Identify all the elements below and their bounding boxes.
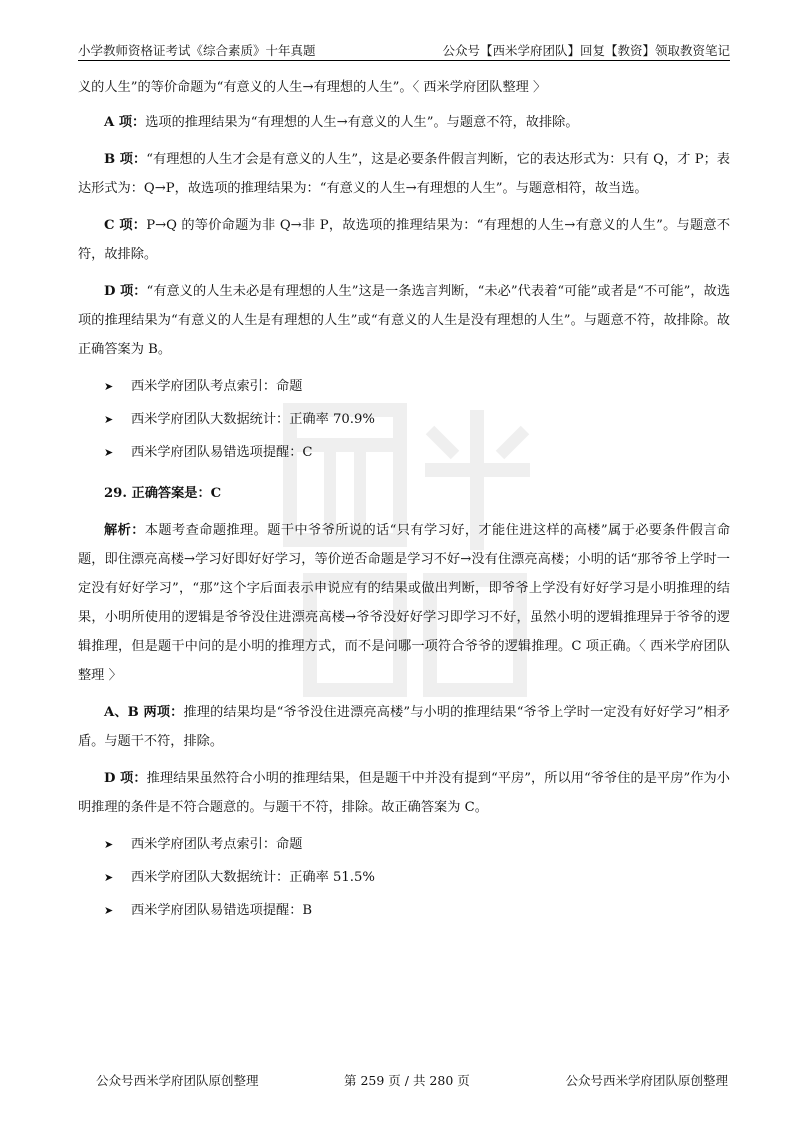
option-ab-label: A、B 两项： (104, 705, 184, 720)
bullet-text: 西米学府团队大数据统计：正确率 70.9% (131, 412, 375, 427)
q29-bullet-list (78, 830, 730, 929)
page-content (78, 73, 730, 937)
list-item (78, 830, 730, 863)
arrowhead-bullet-icon: ➤ (104, 380, 114, 393)
footer-right: 公众号西米学府团队原创整理 (565, 1073, 728, 1088)
footer-left: 公众号西米学府团队原创整理 (96, 1073, 259, 1088)
option-a-text: 选项的推理结果为“有理想的人生→有意义的人生”。与题意不符，故排除。 (145, 115, 579, 130)
bullet-text: 西米学府团队易错选项提醒：C (131, 445, 313, 460)
bullet-text: 西米学府团队考点索引：命题 (131, 837, 303, 852)
arrowhead-bullet-icon: ➤ (104, 413, 114, 426)
arrowhead-bullet-icon: ➤ (104, 838, 114, 851)
option-b-text: “有理想的人生才会是有意义的人生”，这是必要条件假言判断，它的表达形式为：只有 Q，才 P；表达形式为：Q→P，故选项的推理结果为：“有意义的人生→有理想的人生”。与题意相符，故当选。 (78, 152, 730, 196)
option-c-text: P→Q 的等价命题为非 Q→非 P，故选项的推理结果为：“有理想的人生→有意义的人生”。与题意不符，故排除。 (78, 218, 731, 262)
list-item (78, 863, 730, 896)
page-header (78, 38, 730, 61)
analysis-label: 解析： (104, 523, 145, 538)
option-d-label: D 项： (104, 284, 147, 299)
option-d-paragraph (78, 277, 730, 364)
header-title: 小学教师资格证考试《综合素质》十年真题 (78, 43, 316, 58)
list-item (78, 372, 730, 405)
option-ab-paragraph (78, 698, 730, 756)
bullet-text: 西米学府团队考点索引：命题 (131, 379, 303, 394)
list-item (78, 438, 730, 471)
analysis-text: 本题考查命题推理。题干中爷爷所说的话“只有学习好，才能住进这样的高楼”属于必要条件假言命题，即住漂亮高楼→学习好即好好学习，等价逆否命题是学习不好→没有住漂亮高楼；小明的话“那爷爷上学时一定没有好好学习”，“那”这个字后面表示申说应有的结果或做出判断，即爷爷上学没有好好学习是小明推理的结果，小明所使用的逻辑是爷爷没住进漂亮高楼→爷爷没好好学习即学习不好，虽然小明的逻辑推理异于爷爷的逻辑推理，但是题干中问的是小明的推理方式，而不是问哪一项符合爷爷的逻辑推理。C 项正确。〈 西米学府团队整理 〉 (78, 523, 731, 683)
option-ab-text: 推理的结果均是“爷爷没住进漂亮高楼”与小明的推理结果“爷爷上学时一定没有好好学习”相矛盾。与题干不符，排除。 (78, 705, 730, 749)
option-c-label: C 项： (104, 218, 147, 233)
option-d29-text: 推理结果虽然符合小明的推理结果，但是题干中并没有提到“平房”，所以用“爷爷住的是平房”作为小明推理的条件是不符合题意的。与题干不符，排除。故正确答案为 C。 (78, 771, 730, 815)
option-b-label: B 项： (104, 152, 147, 167)
bullet-text: 西米学府团队易错选项提醒：B (131, 903, 313, 918)
page-number: 第 259 页 / 共 280 页 (344, 1073, 470, 1088)
arrowhead-bullet-icon: ➤ (104, 446, 114, 459)
option-d29-paragraph (78, 764, 730, 822)
q28-bullet-list (78, 372, 730, 471)
list-item (78, 896, 730, 929)
option-d-text: “有意义的人生未必是有理想的人生”这是一条选言判断，“未必”代表着“可能”或者是“不可能”，故选项的推理结果为“有意义的人生是有理想的人生”或“有意义的人生是没有理想的人生”。与题意不符，故排除。故正确答案为 B。 (78, 284, 731, 357)
continued-paragraph: 义的人生”的等价命题为“有意义的人生→有理想的人生”。〈 西米学府团队整理 〉 (78, 80, 547, 95)
option-a-paragraph (78, 108, 730, 137)
option-c-paragraph (78, 211, 730, 269)
bullet-text: 西米学府团队大数据统计：正确率 51.5% (131, 870, 375, 885)
arrowhead-bullet-icon: ➤ (104, 904, 114, 917)
list-item (78, 405, 730, 438)
arrowhead-bullet-icon: ➤ (104, 871, 114, 884)
analysis-paragraph (78, 516, 730, 690)
option-d29-label: D 项： (104, 771, 147, 786)
header-promo: 公众号【西米学府团队】回复【教资】领取教资笔记 (442, 43, 730, 58)
question-29-heading: 29. 正确答案是：C (104, 486, 222, 501)
option-a-label: A 项： (104, 115, 146, 130)
option-b-paragraph (78, 145, 730, 203)
